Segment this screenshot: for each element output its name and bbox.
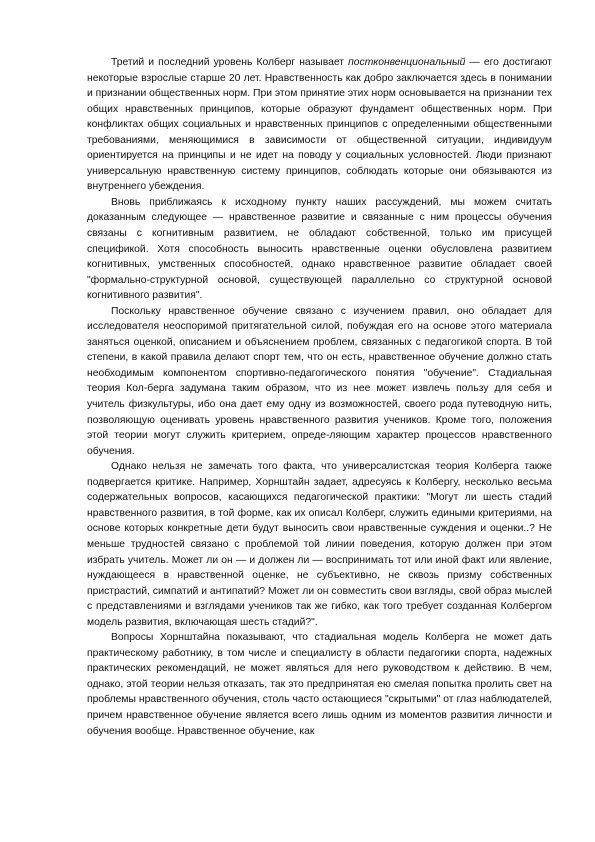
term-postconventional: постконвенциональный <box>348 57 466 68</box>
paragraph-moral-learning-rules: Поскольку нравственное обучение связано с изучением правил, оно обладает для исследователя неоспоримой притягательной силой, побуждая его на основе этого материала заняться оценкой, описанием и объяснением проблем, связанных с педагогикой спорта. В той степени, в какой правила делают спорт тем, что он есть, нравственное обучение должно стать необходимым компонентом спортивно-педагогического понятия "обучение". Стадиальная теория Кол-берга задумана таким образом, что из нее может извлечь пользу для себя и учитель физкультуры, ибо она дает ему одну из возможностей, своего рода путеводную нить, позволяющую оценивать уровень нравственного развития учеников. Кроме того, положения этой теории могут служить критерием, опреде-ляющим характер процессов нравственного обучения. <box>87 305 552 457</box>
document-page <box>87 55 552 739</box>
paragraph-1-text-end: — его достигают некоторые взрослые старше 20 лет. Нравственность как добро заключается здесь в понимании и признании общественных норм. При этом принятие этих норм основывается на признании тех общих нравственных принципов, которые образуют фундамент общественных норм. При конфликтах общих социальных и нравственных принципов с определенными общественными требованиями, меняющимися в зависимости от общественной ситуации, индивидуум ориентируется на принципы и не идет на поводу у социальных условностей. Люди признают универсальную нравственную систему принципов, соблюдать которые они обязываются из внутреннего убеждения. <box>87 57 553 193</box>
paragraph-moral-development: Вновь приближаясь к исходному пункту наших рассуждений, мы можем считать доказанным следующее — нравственное развитие и связанные с ним процессы обучения связаны с когнитивным развитием, не обладают собственной, только им присущей спецификой. Хотя способность выносить нравственные оценки обусловлена развитием когнитивных, умственных способностей, однако нравственное развитие обладает своей "формально-структурной основой, существующей параллельно со структурной основой когнитивного развития". <box>87 196 552 302</box>
paragraph-hornstein-questions: Вопросы Хорнштайна показывают, что стадиальная модель Колберга не может дать практическому работнику, в том числе и специалисту в области педагогики спорта, надежных практических рекомендаций, не может являться для него руководством к действию. В чем, однако, этой теории нельзя отказать, так это предпринятая ею смелая попытка пролить свет на проблемы нравственного обучения, столь часто остающиеся "скрытыми" от глаз наблюдателей, причем нравственное обучение является всего лишь одним из моментов развития личности и обучения вообще. Нравственное обучение, как <box>87 632 552 737</box>
paragraph-1-text-start: Третий и последний уровень Колберг называет <box>111 57 349 68</box>
paragraph-kohlberg-criticism: Однако нельзя не замечать того факта, что универсалистская теория Колберга также подвергается критике. Например, Хорнштайн задает, адресуясь к Колбергу, несколько весьма содержательных вопросов, касающихся педагогической практики: "Могут ли шесть стадий нравственного развития, в той форме, как их описал Колберг, служить едиными критериями, на основе которых конкретные дети будут выносить свои нравственные суждения и оценки..? Не меньше трудностей связано с проблемой той линии поведения, которую должен при этом избрать учитель. Может ли он — и должен ли — воспринимать тот или иной факт или явление, нуждающееся в нравственной оценке, не субъективно, не сквозь призму собственных пристрастий, симпатий и антипатий? Может ли он совместить свои взгляды, свой образ мыслей с представлениями и взглядами учеников так же гибко, как того требует созданная Колбергом модель развития, включающая шесть стадий?". <box>87 461 552 628</box>
paragraph-postconventional-level <box>87 55 552 195</box>
